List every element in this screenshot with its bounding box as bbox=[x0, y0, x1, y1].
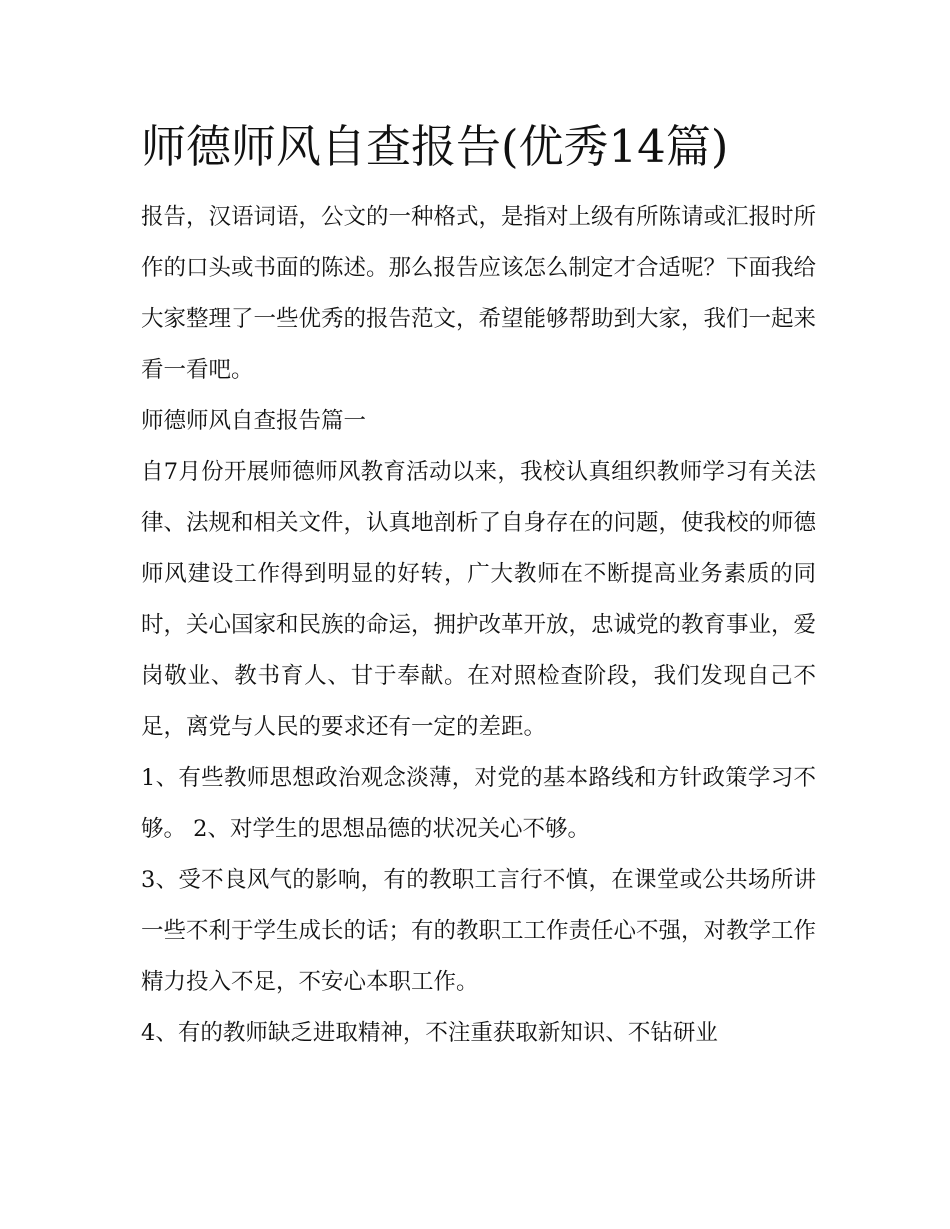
list-item-3: 3、受不良风气的影响，有的教职工言行不慎，在课堂或公共场所讲一些不利于学生成长的话；有的教职工工作责任心不强，对教学工作精力投入不足，不安心本职工作。 bbox=[141, 867, 817, 995]
intro-paragraph: 报告，汉语词语，公文的一种格式，是指对上级有所陈请或汇报时所作的口头或书面的陈述。那么报告应该怎么制定才合适呢？下面我给大家整理了一些优秀的报告范文，希望能够帮助到大家，我们一起来看一看吧。 bbox=[141, 204, 817, 383]
document-title: 师德师风自查报告(优秀14篇) bbox=[141, 120, 729, 173]
list-item-1-2: 1、有些教师思想政治观念淡薄，对党的基本路线和方针政策学习不够。 2、对学生的思想品德的状况关心不够。 bbox=[141, 765, 816, 842]
section-heading: 师德师风自查报告篇一 bbox=[141, 408, 367, 434]
list-item-4: 4、有的教师缺乏进取精神，不注重获取新知识、不钻研业 bbox=[141, 1020, 718, 1046]
document-page bbox=[141, 112, 816, 1059]
body-paragraph: 自7月份开展师德师风教育活动以来，我校认真组织教师学习有关法律、法规和相关文件，认真地剖析了自身存在的问题，使我校的师德师风建设工作得到明显的好转，广大教师在不断提高业务素质的同时，关心国家和民族的命运，拥护改革开放，忠诚党的教育事业，爱岗敬业、教书育人、甘于奉献。在对照检查阶段，我们发现自己不足，离党与人民的要求还有一定的差距。 bbox=[141, 459, 817, 740]
